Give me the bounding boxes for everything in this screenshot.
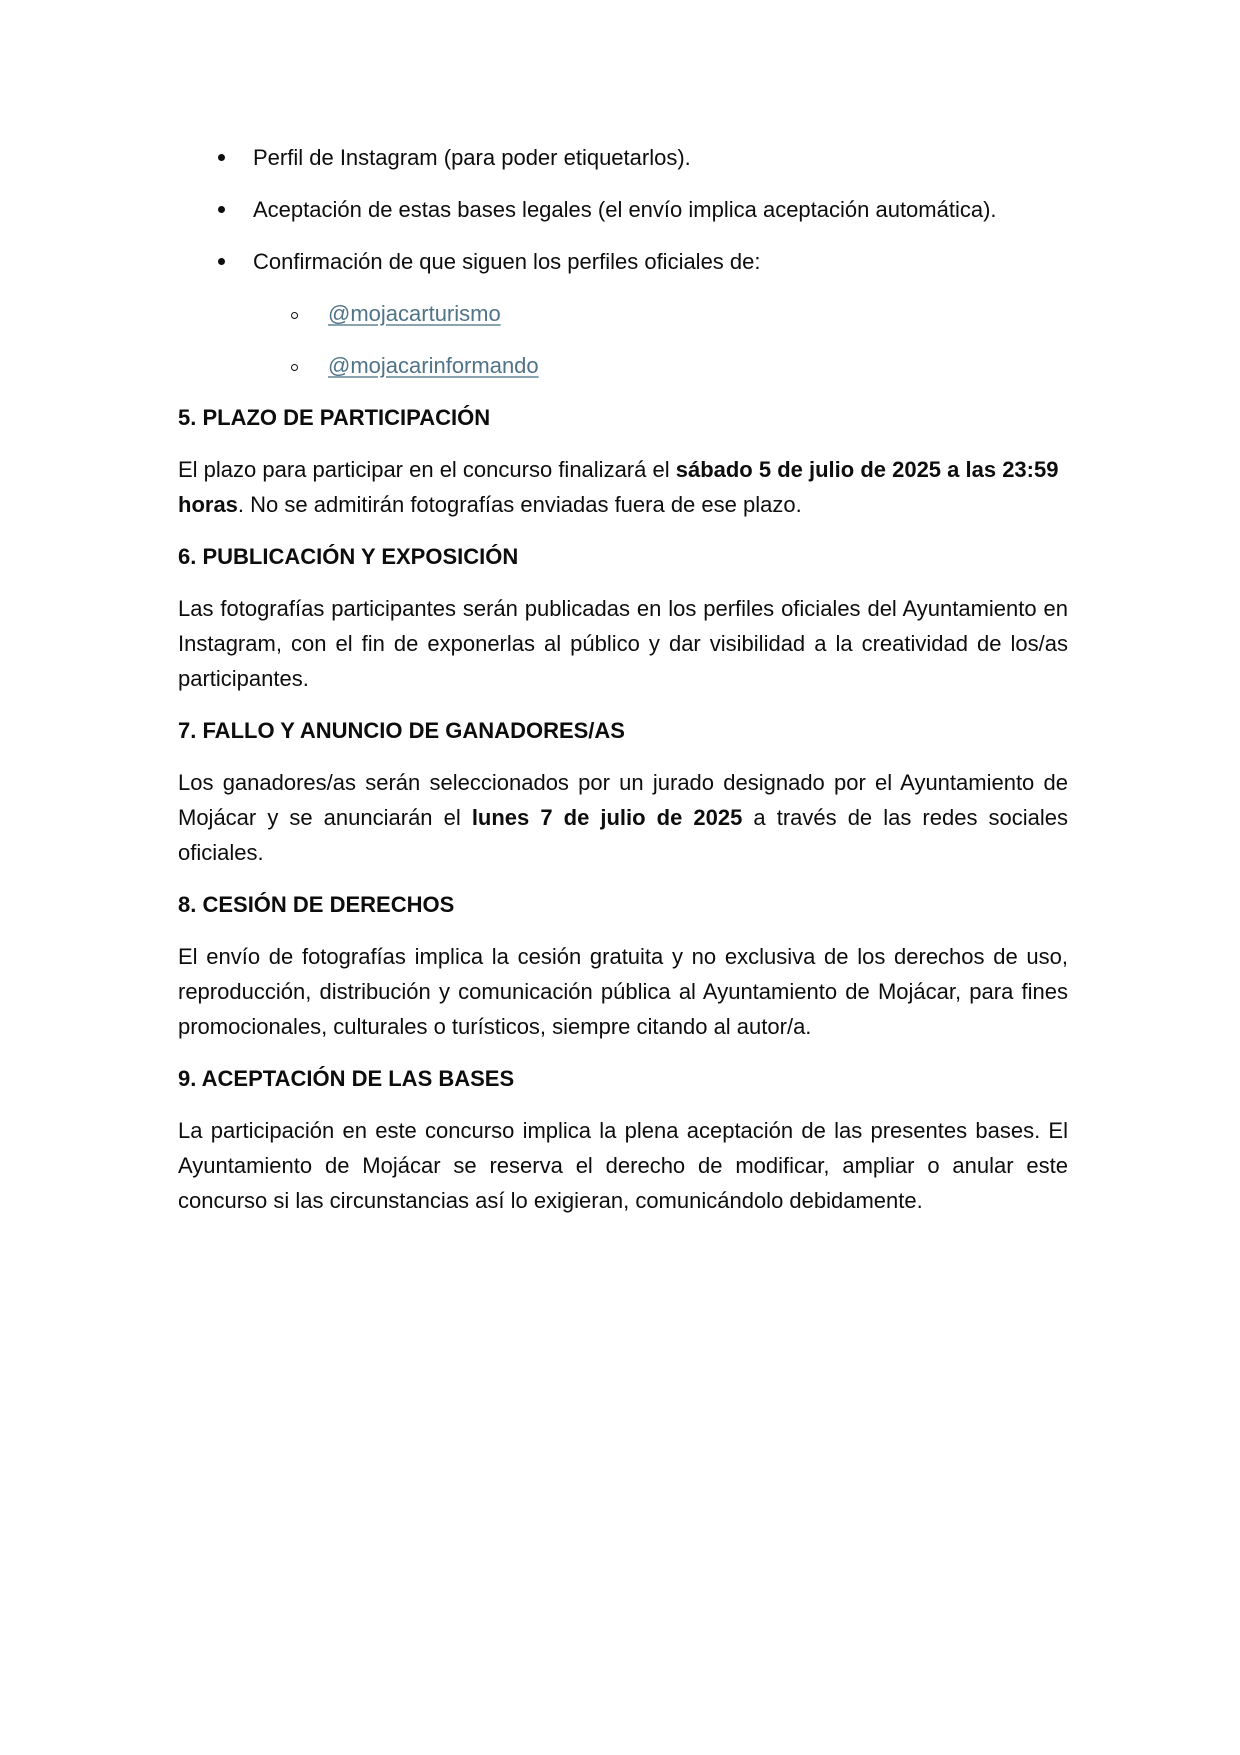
profiles-list <box>178 296 1068 383</box>
bullet-icon <box>218 154 225 161</box>
section-paragraph-9: La participación en este concurso implica la plena aceptación de las presentes bases. El Ayuntamiento de Mojácar se reserva el derecho de modificar, ampliar o anular este concurso si las circunstancias así lo exigieran, comunicándolo debidamente. <box>178 1118 1068 1213</box>
bullet-icon <box>218 206 225 213</box>
section-paragraph-7: Los ganadores/as serán seleccionados por un jurado designado por el Ayuntamiento de Mojácar y se anunciarán el lunes 7 de julio de 2025 a través de las redes sociales oficiales. <box>178 770 1068 865</box>
list-item: Confirmación de que siguen los perfiles oficiales de: <box>178 244 1068 279</box>
section-heading-7: 7. FALLO Y ANUNCIO DE GANADORES/AS <box>178 718 625 743</box>
circle-bullet-icon <box>291 364 298 371</box>
circle-bullet-icon <box>291 312 298 319</box>
section-heading-9: 9. ACEPTACIÓN DE LAS BASES <box>178 1066 515 1091</box>
list-item <box>178 296 1068 331</box>
document-content <box>178 140 1068 1235</box>
profile-link-mojacarturismo[interactable]: @mojacarturismo <box>328 301 501 326</box>
section-heading-6: 6. PUBLICACIÓN Y EXPOSICIÓN <box>178 544 519 569</box>
list-item: Perfil de Instagram (para poder etiquetarlos). <box>178 140 1068 175</box>
section-paragraph-6: Las fotografías participantes serán publicadas en los perfiles oficiales del Ayuntamiento en Instagram, con el fin de exponerlas al público y dar visibilidad a la creatividad de los/as participantes. <box>178 596 1068 691</box>
section-paragraph-8: El envío de fotografías implica la cesión gratuita y no exclusiva de los derechos de uso, reproducción, distribución y comunicación pública al Ayuntamiento de Mojácar, para fines promocionales, culturales o turísticos, siempre citando al autor/a. <box>178 944 1068 1039</box>
section-heading-5: 5. PLAZO DE PARTICIPACIÓN <box>178 405 491 430</box>
section-paragraph-5: El plazo para participar en el concurso finalizará el sábado 5 de julio de 2025 a las 23:59 horas. No se admitirán fotografías enviadas fuera de ese plazo. <box>178 457 1059 517</box>
bullet-icon <box>218 258 225 265</box>
section-heading-8: 8. CESIÓN DE DERECHOS <box>178 892 455 917</box>
list-item: Aceptación de estas bases legales (el envío implica aceptación automática). <box>178 192 1068 227</box>
requirements-list <box>178 140 1068 279</box>
list-item <box>178 348 1068 383</box>
profile-link-mojacarinformando[interactable]: @mojacarinformando <box>328 353 539 378</box>
